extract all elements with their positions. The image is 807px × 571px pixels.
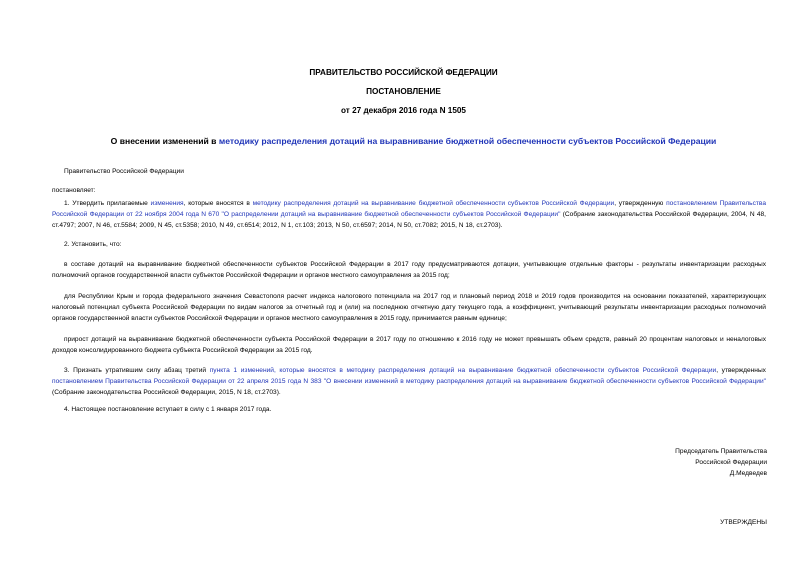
paragraph-4: 4. Настоящее постановление вступает в силу с 1 января 2017 года. <box>64 406 272 413</box>
p1-changes-link[interactable]: изменения <box>150 200 184 207</box>
signature-name: Д.Медведев <box>729 470 767 477</box>
p3-text-b: , утвержденных <box>716 367 766 374</box>
paragraph-1 <box>52 198 766 231</box>
paragraph-3 <box>52 365 766 398</box>
p1-text-b: , которые вносятся в <box>183 200 253 207</box>
date-number-heading: от 27 декабря 2016 года N 1505 <box>341 106 466 115</box>
government-label: Правительство Российской Федерации <box>64 168 184 175</box>
paragraph-2c: прирост дотаций на выравнивание бюджетной обеспеченности субъекта Российской Федерации в 2017 году по отношению к 2016 году не может превышать объем средств, равный 20 процентам налоговых и неналоговых доходов консолидированного бюджета субъекта Российской Федерации за 2015 год. <box>52 336 766 354</box>
title-prefix: О внесении изменений в <box>110 136 219 146</box>
p3-clause-link[interactable]: пункта 1 изменений, которые вносятся в методику распределения дотаций на выравнивание бюджетной обеспеченности субъектов Российской Федерации <box>209 367 717 374</box>
signature-org: Российской Федерации <box>695 459 767 466</box>
paragraph-2a: в составе дотаций на выравнивание бюджетной обеспеченности субъектов Российской Федерации в 2017 году предусматриваются дотации, учитывающие отдельные факторы - результаты инвентаризации расходных полномочий органов государственной власти субъектов Российской Федерации и органов местного самоуправления за 2015 год; <box>52 261 766 279</box>
p3-resolution-link[interactable]: постановлением Правительства Российской Федерации от 22 апреля 2015 года N 383 "О внесении изменений в методику распределения дотаций на выравнивание бюджетной обеспеченности субъектов Российской Федерации" <box>52 378 766 385</box>
p1-text-a: 1. Утвердить прилагаемые <box>64 200 151 207</box>
title-link[interactable]: методику распределения дотаций на выравнивание бюджетной обеспеченности субъектов Российской Федерации <box>218 136 717 146</box>
p1-text-c: , утвержденную <box>614 200 667 207</box>
p1-methodology-link[interactable]: методику распределения дотаций на выравнивание бюджетной обеспеченности субъектов Российской Федерации <box>252 200 615 207</box>
government-heading: ПРАВИТЕЛЬСТВО РОССИЙСКОЙ ФЕДЕРАЦИИ <box>309 68 498 77</box>
p1-resolution-link[interactable]: постановлением Правительства Российской Федерации от 22 ноября 2004 года N 670 "О распределении дотаций на выравнивание бюджетной обеспеченности субъектов Российской Федерации" <box>52 200 767 218</box>
signature-title: Председатель Правительства <box>675 448 767 455</box>
p1-text-d: (Собрание законодательства Российской Федерации, 2004, N 48, ст.4797; 2007, N 46, ст.5584; 2009, N 45, ст.5358; 2010, N 49, ст.6514; 2012, N 1, ст.103; 2013, N 50, ст.6597; 2014, N 50, ст.7082; 2015, N 18, ст.2703). <box>52 211 766 229</box>
approved-label: УТВЕРЖДЕНЫ <box>720 519 767 526</box>
paragraph-2b: для Республики Крым и города федерального значения Севастополя расчет индекса налогового потенциала на 2017 год и плановый период 2018 и 2019 годов производится на основании показателей, характеризующих налоговый потенциал субъекта Российской Федерации по видам налогов за отчетный год и (или) на последнюю отчетную дату текущего года, а коэффициент, учитывающий результаты инвентаризации расходных полномочий органов государственной власти субъектов Российской Федерации и органов местного самоуправления в 2015 году, принимается равным единице; <box>52 293 766 322</box>
p3-text-a: 3. Признать утратившим силу абзац третий <box>64 367 210 374</box>
document-title <box>60 136 767 147</box>
doc-type-heading: ПОСТАНОВЛЕНИЕ <box>366 87 441 96</box>
decrees-label: постановляет: <box>52 187 96 194</box>
p3-text-c: (Собрание законодательства Российской Федерации, 2015, N 18, ст.2703). <box>52 389 281 396</box>
paragraph-2: 2. Установить, что: <box>64 241 122 248</box>
